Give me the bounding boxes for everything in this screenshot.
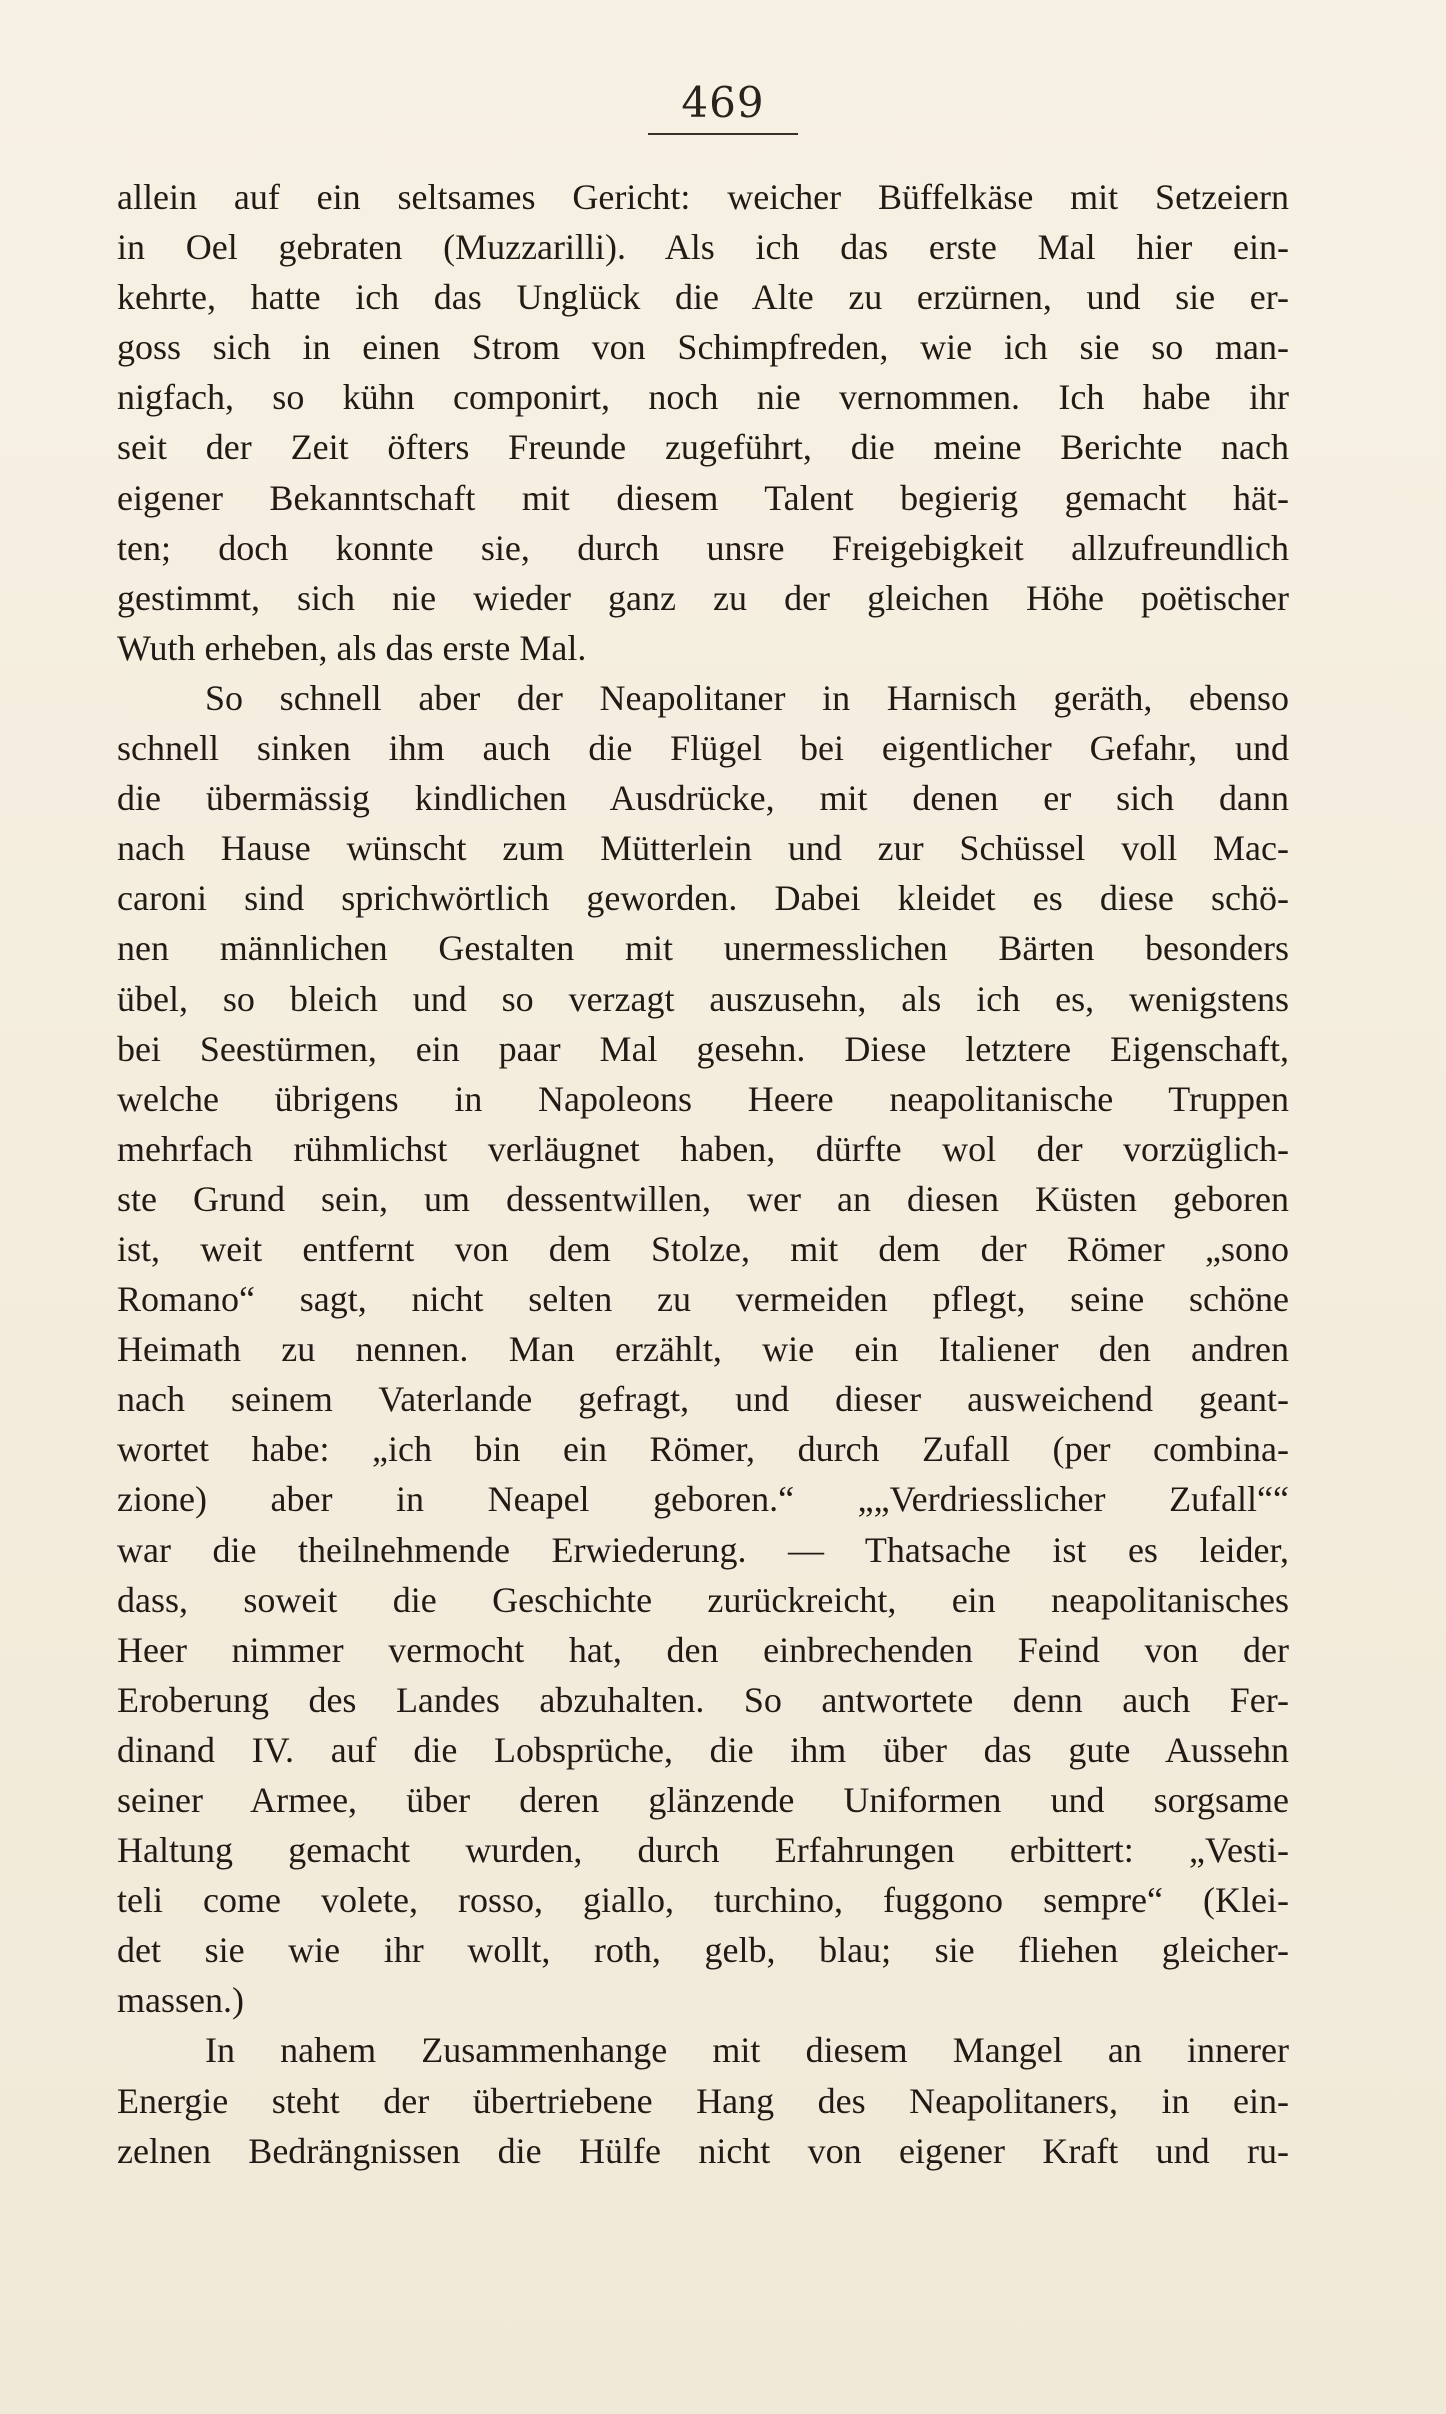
page-number: 469 bbox=[681, 78, 765, 127]
text-line: Eroberung des Landes abzuhalten. So antwortete denn auch Fer- bbox=[117, 1679, 1289, 1720]
text-line: Haltung gemacht wurden, durch Erfahrungen erbittert: „Vesti- bbox=[117, 1830, 1289, 1871]
text-line: dass, soweit die Geschichte zurückreicht, ein neapolitanisches bbox=[117, 1579, 1289, 1620]
text-line: bei Seestürmen, ein paar Mal gesehn. Diese letztere Eigenschaft, bbox=[117, 1028, 1289, 1069]
text-line: caroni sind sprichwörtlich geworden. Dabei kleidet es diese schö- bbox=[117, 878, 1289, 919]
text-line: Energie steht der übertriebene Hang des Neapolitaners, in ein- bbox=[117, 2080, 1289, 2121]
text-line: nach Hause wünscht zum Mütterlein und zur Schüssel voll Mac- bbox=[117, 828, 1289, 869]
text-line: allein auf ein seltsames Gericht: weicher Büffelkäse mit Setzeiern bbox=[117, 177, 1289, 217]
text-line: nigfach, so kühn componirt, noch nie vernommen. Ich habe ihr bbox=[117, 377, 1289, 418]
text-line: seit der Zeit öfters Freunde zugeführt, die meine Berichte nach bbox=[117, 427, 1289, 468]
text-line: Wuth erheben, als das erste Mal. bbox=[117, 627, 587, 668]
text-line: nen männlichen Gestalten mit unermesslichen Bärten besonders bbox=[117, 928, 1289, 969]
text-line: kehrte, hatte ich das Unglück die Alte zu erzürnen, und sie er- bbox=[117, 277, 1289, 318]
text-line: In nahem Zusammenhange mit diesem Mangel an innerer bbox=[205, 2030, 1289, 2071]
text-line: goss sich in einen Strom von Schimpfreden, wie ich sie so man- bbox=[117, 327, 1289, 368]
text-line: eigener Bekanntschaft mit diesem Talent begierig gemacht hät- bbox=[117, 477, 1289, 518]
text-line: seiner Armee, über deren glänzende Uniformen und sorgsame bbox=[117, 1780, 1289, 1820]
text-line: welche übrigens in Napoleons Heere neapolitanische Truppen bbox=[117, 1078, 1289, 1119]
text-line: det sie wie ihr wollt, roth, gelb, blau; sie fliehen gleicher- bbox=[117, 1930, 1289, 1971]
text-line: zelnen Bedrängnissen die Hülfe nicht von eigener Kraft und ru- bbox=[117, 2130, 1289, 2171]
text-line: mehrfach rühmlichst verläugnet haben, dürfte wol der vorzüglich- bbox=[117, 1128, 1289, 1169]
text-line: Romano“ sagt, nicht selten zu vermeiden pflegt, seine schöne bbox=[117, 1279, 1289, 1320]
text-line: war die theilnehmende Erwiederung. — Thatsache ist es leider, bbox=[117, 1529, 1289, 1570]
text-line: schnell sinken ihm auch die Flügel bei eigentlicher Gefahr, und bbox=[117, 728, 1289, 769]
text-line: ste Grund sein, um dessentwillen, wer an diesen Küsten geboren bbox=[117, 1178, 1289, 1219]
text-line: wortet habe: „ich bin ein Römer, durch Zufall (per combina- bbox=[117, 1429, 1289, 1470]
page-number-rule bbox=[648, 133, 798, 135]
text-line: teli come volete, rosso, giallo, turchino, fuggono sempre“ (Klei- bbox=[117, 1880, 1289, 1921]
text-line: Heer nimmer vermocht hat, den einbrechenden Feind von der bbox=[117, 1629, 1289, 1670]
text-line: So schnell aber der Neapolitaner in Harnisch geräth, ebenso bbox=[205, 677, 1289, 718]
text-line: gestimmt, sich nie wieder ganz zu der gleichen Höhe poëtischer bbox=[117, 577, 1289, 618]
text-line: in Oel gebraten (Muzzarilli). Als ich das erste Mal hier ein- bbox=[117, 227, 1289, 268]
text-line: Heimath zu nennen. Man erzählt, wie ein Italiener den andren bbox=[117, 1329, 1289, 1370]
text-line: ist, weit entfernt von dem Stolze, mit dem der Römer „sono bbox=[117, 1228, 1289, 1269]
text-line: massen.) bbox=[117, 1980, 244, 2021]
text-line: dinand IV. auf die Lobsprüche, die ihm über das gute Aussehn bbox=[117, 1729, 1289, 1770]
text-line: übel, so bleich und so verzagt auszusehn, als ich es, wenigstens bbox=[117, 978, 1289, 1019]
text-line: zione) aber in Neapel geboren.“ „„Verdriesslicher Zufall““ bbox=[117, 1479, 1289, 1520]
text-line: die übermässig kindlichen Ausdrücke, mit denen er sich dann bbox=[117, 778, 1289, 819]
text-line: ten; doch konnte sie, durch unsre Freigebigkeit allzufreundlich bbox=[117, 527, 1289, 568]
body-text bbox=[117, 172, 1289, 2176]
text-line: nach seinem Vaterlande gefragt, und dieser ausweichend geant- bbox=[117, 1379, 1289, 1420]
